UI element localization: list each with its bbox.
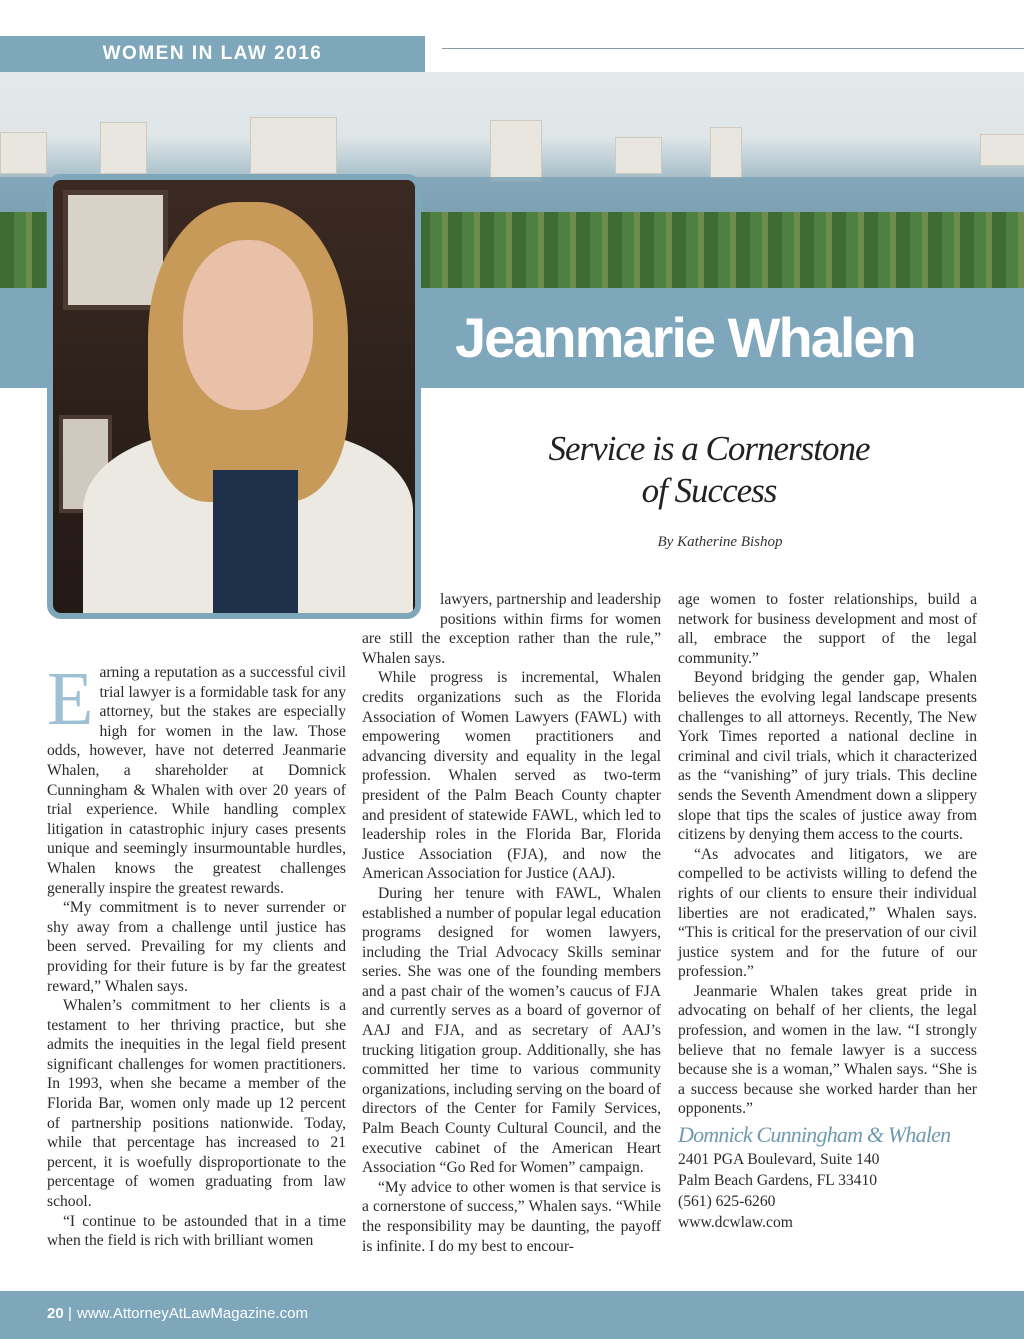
firm-website-link[interactable]: www.dcwlaw.com <box>678 1213 793 1231</box>
headline-line-2: of Success <box>641 471 777 510</box>
firm-address-line-1: 2401 PGA Boulevard, Suite 140 <box>678 1150 880 1168</box>
article-paragraph: Beyond bridging the gender gap, Whalen believes the evolving legal landscape presents challenges to all attorneys. Recently, The New York Times reported a national decline in criminal and civil trials, which it characterized as the “vanishing” of jury trials. This decline sends the Seventh Amendment down a slippery slope that tips the scales of justice away from citizens by denying them access to the courts. <box>678 669 977 844</box>
article-paragraph: Whalen’s commitment to her clients is a testament to her thriving practice, but she admits the inequities in the legal field present significant challenges for women practitioners. In 1993, when she became a member of the Florida Bar, women only made up 12 percent of partnership positions nationwide. Today, while that percentage has increased to 21 percent, it is woefully disproportionate to the percentage of women graduating from law school. <box>47 997 346 1211</box>
headline-line-1: Service is a Cornerstone <box>548 429 870 468</box>
section-label: WOMEN IN LAW 2016 <box>0 36 425 72</box>
article-column-2 <box>362 590 661 1256</box>
article-headline <box>470 428 948 512</box>
article-paragraph: age women to foster relationships, build a network for business development and most of all, embrace the support of the legal community.” <box>678 591 977 667</box>
article-paragraph: “I continue to be astounded that in a time when the field is rich with brilliant women <box>47 1212 346 1250</box>
article-paragraph: While progress is incremental, Whalen credits organizations such as the Florida Association of Women Lawyers (FAWL) with empowering women practitioners and advancing diversity and equality in the legal profession. Whalen served as two-term president of the Palm Beach County chapter and president of statewide FAWL, which led to leadership roles in the Florida Bar, Florida Justice Association (FJA), and now the American Association for Justice (AAJ). <box>362 669 661 883</box>
firm-address-line-2: Palm Beach Gardens, FL 33410 <box>678 1171 878 1189</box>
article-column-1 <box>47 657 346 1251</box>
header-rule <box>442 48 1024 49</box>
firm-contact <box>678 1149 977 1233</box>
article-paragraph: “My advice to other women is that service is a cornerstone of success,” Whalen says. “While the responsibility may be daunting, the payoff is infinite. I do my best to encour- <box>362 1178 661 1255</box>
footer-separator: | <box>68 1305 72 1322</box>
page-number: 20 <box>47 1305 64 1322</box>
page-footer <box>0 1291 1024 1339</box>
profile-name: Jeanmarie Whalen <box>455 306 915 369</box>
article-paragraph: “My commitment is to never surrender or shy away from a challenge until justice has been served. Prevailing for my clients and providing for their future is by far the greatest reward,” Whalen says. <box>47 899 346 995</box>
article-paragraph: Earning a reputation as a successful civil trial lawyer is a formidable task for any attorney, but the stakes are especially high for women in the law. Those odds, however, have not deterred Jeanmarie Whalen, a shareholder at Domnick Cunningham & Whalen with over 20 years of trial experience. While handling complex litigation in catastrophic injury cases presents unique and seemingly insurmountable hurdles, Whalen knows the greatest challenges generally inspire the greatest rewards. <box>47 657 346 897</box>
byline: By Katherine Bishop <box>657 534 783 550</box>
article-paragraph: “As advocates and litigators, we are compelled to be activists willing to defend the rights of our clients to ensure their individual liberties are not eradicated,” Whalen says. “This is critical for the preservation of our civil justice system and for the future of our profession.” <box>678 845 977 981</box>
article-paragraph: lawyers, partnership and leadership positions within firms for women are still the exception rather than the rule,” Whalen says. <box>362 591 661 667</box>
portrait-photo <box>47 174 421 619</box>
firm-phone: (561) 625-6260 <box>678 1192 776 1210</box>
firm-name: Domnick Cunningham & Whalen <box>678 1122 951 1148</box>
footer-site-link[interactable]: www.AttorneyAtLawMagazine.com <box>77 1305 308 1322</box>
drop-cap: E <box>47 657 94 741</box>
article-paragraph: Jeanmarie Whalen takes great pride in advocating on behalf of her clients, the legal profession, and women in the law. “I strongly believe that no female lawyer is a success because she is a woman,” Whalen says. “She is a success because she worked harder than her opponents.” <box>678 982 977 1118</box>
article-paragraph: During her tenure with FAWL, Whalen established a number of popular legal education programs designed for women lawyers, including the Trial Advocacy Skills seminar series. She was one of the founding members and a past chair of the women’s caucus of FJA and currently serves as a board of governor of AAJ and FJA, and as secretary of AAJ’s trucking litigation group. Additionally, she has committed her time to various community organizations, including serving on the board of directors of the Center for Family Services, Palm Beach County Cultural Council, and the executive cabinet of the American Heart Association “Go Red for Women” campaign. <box>362 884 661 1177</box>
article-column-3 <box>678 590 977 1233</box>
